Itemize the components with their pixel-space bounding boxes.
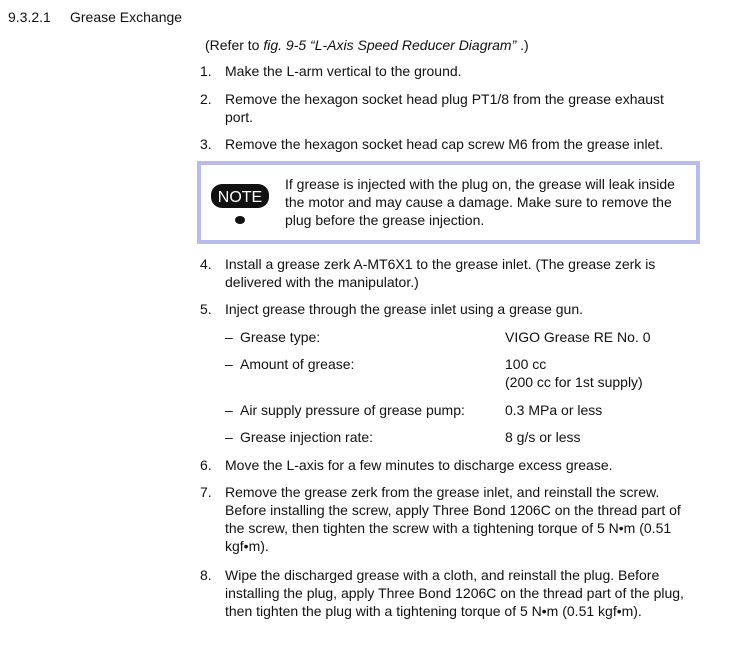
step-text: Move the L-axis for a few minutes to discharge excess grease. <box>225 457 613 473</box>
spec-label: Air supply pressure of grease pump: <box>240 402 465 418</box>
refer-prefix: (Refer to <box>205 37 264 53</box>
note-text: If grease is injected with the plug on, the grease will leak inside the motor and may cause a damage. Make sure to remove the plug before the grease injection. <box>285 176 675 228</box>
step-1 <box>200 62 710 80</box>
section-heading <box>8 9 182 25</box>
spec-value: 0.3 MPa or less <box>505 402 603 418</box>
step-text: Remove the hexagon socket head cap screw M6 from the grease inlet. <box>225 136 664 152</box>
note-icon-label: NOTE <box>217 189 263 206</box>
section-number: 9.3.2.1 <box>8 9 51 25</box>
spec-air-pressure <box>225 401 705 419</box>
refer-figure: fig. 9-5 <box>263 37 307 53</box>
spec-dash: – <box>225 429 233 445</box>
spec-amount <box>225 355 705 391</box>
step-2 <box>200 90 710 126</box>
step-3 <box>200 135 710 153</box>
spec-injection-rate <box>225 428 705 446</box>
step-text: Remove the grease zerk from the grease inlet, and reinstall the screw. Before installing the screw, apply Three Bond 1206C on the thread part of the screw, then tighten the screw with a tightening torque of 5 N•m (0.51 kgf•m). <box>225 484 681 554</box>
spec-dash: – <box>225 356 233 372</box>
spec-value: 8 g/s or less <box>505 429 581 445</box>
spec-dash: – <box>225 329 233 345</box>
step-number: 6. <box>200 457 212 473</box>
refer-suffix: .) <box>516 37 529 53</box>
step-5 <box>200 300 710 318</box>
step-number: 7. <box>200 484 212 500</box>
step-number: 3. <box>200 136 212 152</box>
spec-value: 100 cc <box>505 356 547 372</box>
spec-value: VIGO Grease RE No. 0 <box>505 329 651 345</box>
refer-title: “L-Axis Speed Reducer Diagram” <box>306 37 517 53</box>
figure-reference <box>205 37 529 53</box>
spec-value-group <box>505 355 705 391</box>
step-text: Install a grease zerk A-MT6X1 to the grease inlet. (The grease zerk is delivered with the manipulator.) <box>225 256 656 290</box>
spec-label: Grease type: <box>240 329 321 345</box>
step-8 <box>200 566 710 620</box>
step-number: 4. <box>200 256 212 272</box>
spec-dash: – <box>225 402 233 418</box>
spec-label: Amount of grease: <box>240 356 355 372</box>
note-box <box>197 161 700 244</box>
section-title: Grease Exchange <box>70 9 183 25</box>
step-text: Inject grease through the grease inlet using a grease gun. <box>225 301 584 317</box>
step-number: 8. <box>200 567 212 583</box>
spec-value-note: (200 cc for 1st supply) <box>505 374 643 390</box>
step-7 <box>200 483 710 555</box>
step-text: Make the L-arm vertical to the ground. <box>225 63 462 79</box>
spec-label: Grease injection rate: <box>240 429 374 445</box>
step-text: Remove the hexagon socket head plug PT1/8 from the grease exhaust port. <box>225 91 664 125</box>
note-icon <box>210 181 270 229</box>
step-number: 1. <box>200 63 212 79</box>
step-4 <box>200 255 710 291</box>
step-number: 5. <box>200 301 212 317</box>
step-number: 2. <box>200 91 212 107</box>
step-text: Wipe the discharged grease with a cloth, and reinstall the plug. Before installing the plug, apply Three Bond 1206C on the thread part of the plug, then tighten the plug with a tightening torque of 5 N•m (0.51 kgf•m). <box>225 567 684 619</box>
spec-grease-type <box>225 328 705 346</box>
step-6 <box>200 456 710 474</box>
